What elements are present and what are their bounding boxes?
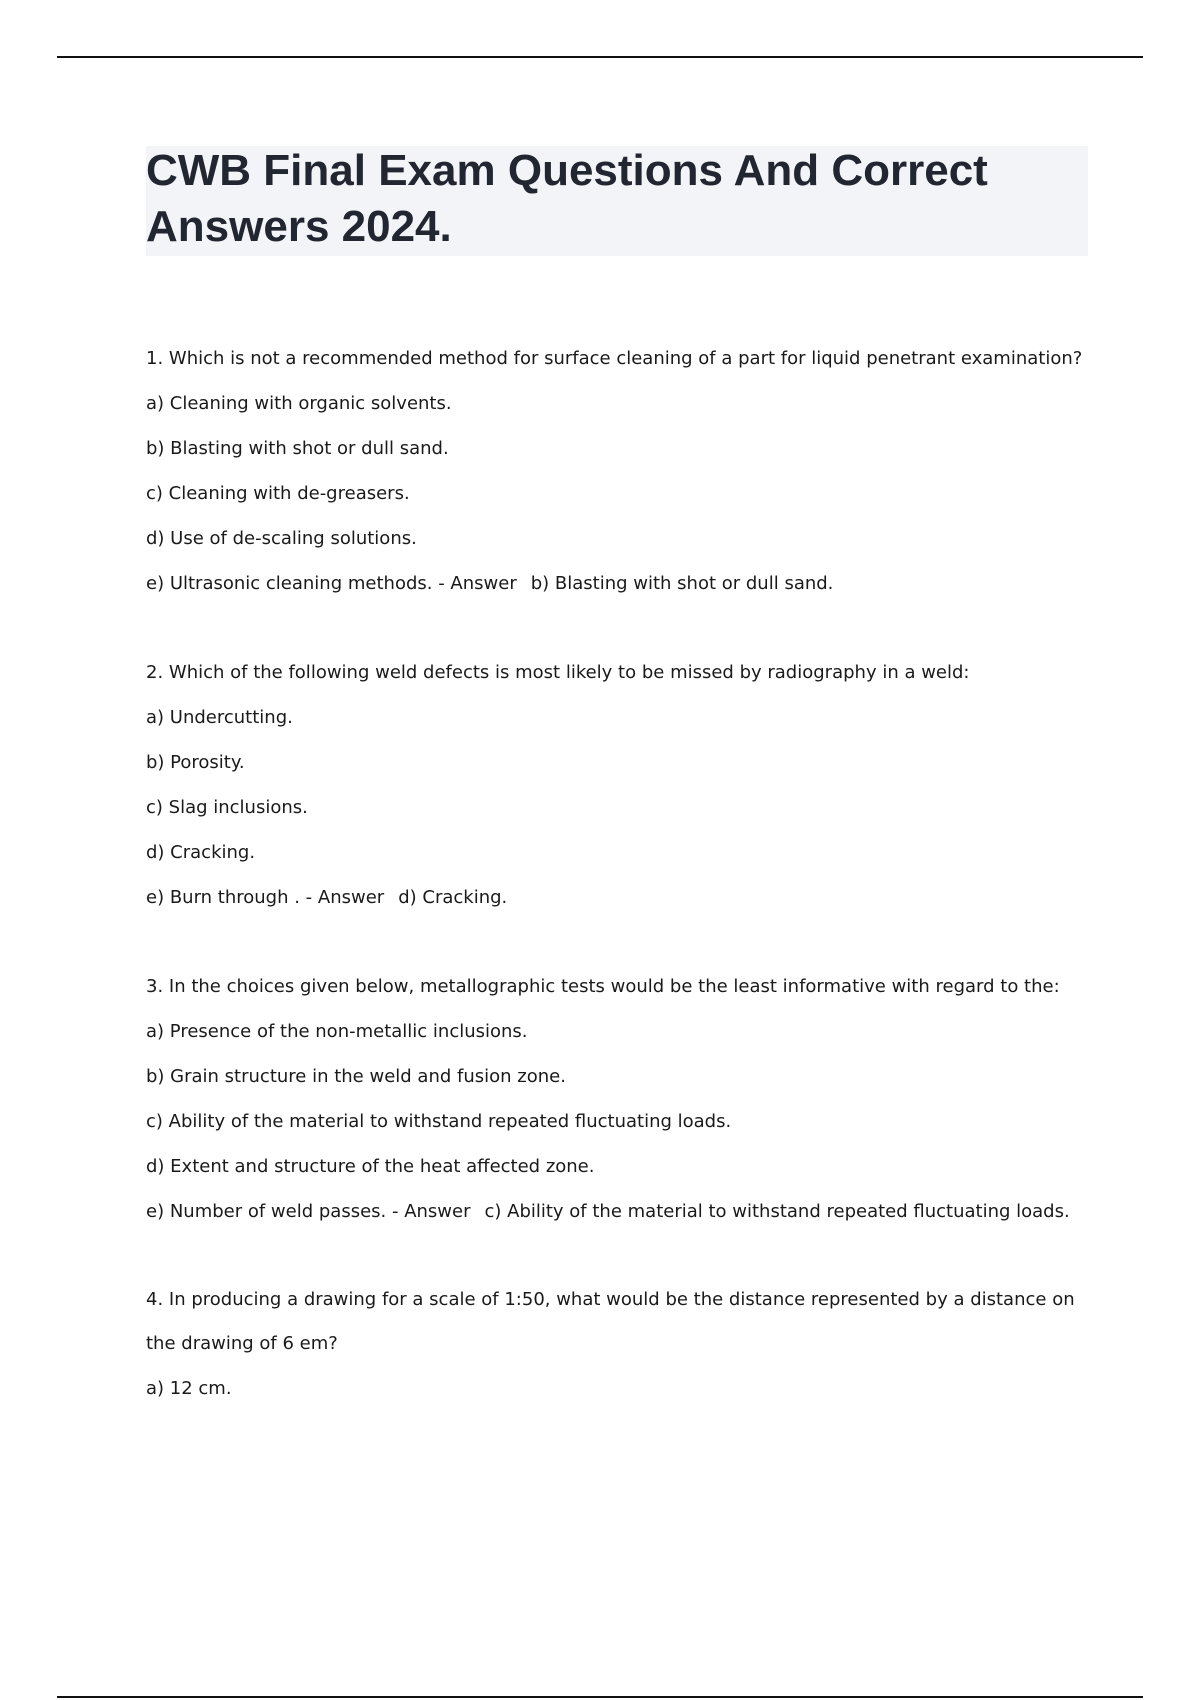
top-rule [57,56,1143,58]
correct-answer: b) Blasting with shot or dull sand. [530,573,834,594]
option-e: e) Ultrasonic cleaning methods. - Answer [146,573,517,594]
question-3 [146,964,1096,1234]
option-a: a) Cleaning with organic solvents. [146,393,452,414]
bottom-rule [57,1696,1143,1698]
option-c: c) Cleaning with de-greasers. [146,483,410,504]
option-d: d) Extent and structure of the heat affected zone. [146,1156,595,1177]
option-e: e) Burn through . - Answer [146,887,385,908]
correct-answer: c) Ability of the material to withstand repeated fluctuating loads. [484,1201,1070,1222]
question-1 [146,336,1096,606]
correct-answer: d) Cracking. [398,887,508,908]
option-e-with-answer [146,875,1096,920]
option-d: d) Use of de-scaling solutions. [146,528,417,549]
option-b: b) Porosity. [146,752,245,773]
option-e: e) Number of weld passes. - Answer [146,1201,471,1222]
option-b: b) Grain structure in the weld and fusion zone. [146,1066,566,1087]
option-e-with-answer [146,561,1096,606]
option-a: a) 12 cm. [146,1378,232,1399]
option-a: a) Presence of the non-metallic inclusions. [146,1021,528,1042]
question-2 [146,650,1096,920]
question-prompt: 3. In the choices given below, metallographic tests would be the least informative with regard to the: [146,976,1060,997]
document-body [146,336,1096,1455]
question-prompt: 1. Which is not a recommended method for surface cleaning of a part for liquid penetrant examination? [146,348,1083,369]
option-d: d) Cracking. [146,842,256,863]
question-prompt: 4. In producing a drawing for a scale of 1:50, what would be the distance represented by a distance on the drawing of 6 em? [146,1289,1075,1354]
document-title: CWB Final Exam Questions And Correct Answers 2024. [146,146,988,251]
option-a: a) Undercutting. [146,707,293,728]
option-c: c) Slag inclusions. [146,797,308,818]
question-4 [146,1278,1096,1411]
option-e-with-answer [146,1189,1096,1234]
option-c: c) Ability of the material to withstand repeated fluctuating loads. [146,1111,732,1132]
question-prompt: 2. Which of the following weld defects is most likely to be missed by radiography in a weld: [146,662,970,683]
option-b: b) Blasting with shot or dull sand. [146,438,449,459]
